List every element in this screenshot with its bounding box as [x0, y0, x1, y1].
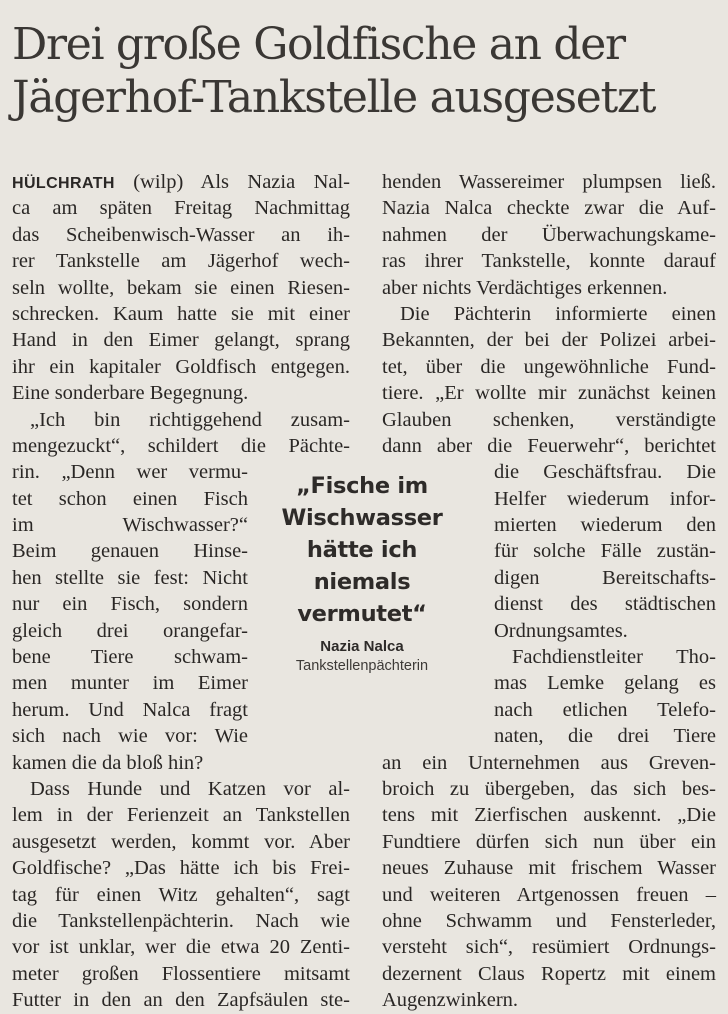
- article-line-text: im Wischwasser?“: [12, 514, 248, 537]
- article-line: [382, 327, 716, 353]
- pull-quote-text: [262, 470, 462, 630]
- pull-quote-role: Tankstellenpächterin: [295, 658, 429, 674]
- article-line: [12, 776, 350, 802]
- article-line: [382, 222, 716, 248]
- article-line-text: rin. „Denn wer vermu-: [12, 461, 248, 484]
- article-line-text: dienst des städtischen: [494, 593, 716, 616]
- article-line: [12, 538, 248, 564]
- article-line: [12, 934, 350, 960]
- article-line: [382, 301, 716, 327]
- article-line-text: vor ist unklar, wer die etwa 20 Zenti-: [12, 936, 350, 959]
- article-line: [382, 750, 716, 776]
- article-line-text: gleich drei orangefar-: [12, 619, 248, 642]
- article-line: [12, 618, 248, 644]
- article-line: [494, 723, 716, 749]
- article-line-text: schrecken. Kaum hatte sie mit einer: [12, 302, 350, 325]
- article-line: [12, 459, 248, 485]
- article-line-text: Augenzwinkern.: [382, 989, 519, 1012]
- article-line-text: ca am späten Freitag Nachmittag: [12, 197, 350, 220]
- article-line: [12, 591, 248, 617]
- article-line-text: nur ein Fisch, sondern: [12, 593, 248, 616]
- article-line: [494, 486, 716, 512]
- article-line-text: für solche Fälle zustän-: [494, 540, 716, 563]
- article-line: [12, 565, 248, 591]
- article-line: [382, 407, 716, 433]
- article-line-text: seln wollte, bekam sie einen Riesen-: [12, 276, 350, 299]
- article-line: [382, 195, 716, 221]
- article-line-text: Dass Hunde und Katzen vor al-: [30, 777, 350, 800]
- pull-quote-author: Nazia Nalca: [320, 638, 404, 655]
- article-line: [382, 961, 716, 987]
- article-line: [12, 301, 350, 327]
- article-line-text: meter großen Flossentiere mitsamt: [12, 962, 350, 985]
- article-line-text: tag für einen Witz gehalten“, sagt: [12, 883, 350, 906]
- article-line-text: die Tankstellenpächterin. Nach wie: [12, 909, 350, 932]
- article-line-text: tens mit Zierfischen auskennt. „Die: [382, 804, 716, 827]
- article-line: [12, 802, 350, 828]
- article-line: [12, 670, 248, 696]
- article-line: [12, 855, 350, 881]
- article-line-text: dezernent Claus Ropertz mit einem: [382, 962, 716, 985]
- article-line: [12, 248, 350, 274]
- pull-quote-line: „Fische im: [296, 473, 428, 499]
- article-line-text: nach etlichen Telefo-: [494, 698, 716, 721]
- article-line-text: digen Bereitschafts-: [494, 566, 716, 589]
- article-line-text: Eine sonderbare Begegnung.: [12, 382, 249, 405]
- article-line: [494, 565, 716, 591]
- article-line: [12, 407, 350, 433]
- article-line-text: Die Pächterin informierte einen: [400, 302, 716, 325]
- article-line-text: henden Wassereimer plumpsen ließ.: [382, 171, 716, 193]
- article-line-text: tet schon einen Fisch: [12, 487, 248, 510]
- article-line: [12, 723, 248, 749]
- article-line-text: „Ich bin richtiggehend zusam-: [30, 408, 350, 431]
- article-line: [382, 855, 716, 881]
- article-line: [382, 433, 716, 459]
- article-line: [382, 829, 716, 855]
- article-line: [382, 908, 716, 934]
- article-line-text: ras ihrer Tankstelle, konnte darauf: [382, 250, 716, 273]
- article-line: [12, 644, 248, 670]
- article-line-text: rer Tankstelle am Jägerhof wech-: [12, 250, 350, 273]
- headline-line: Drei große Goldfische an der: [12, 19, 625, 70]
- article-line-text: sich nach wie vor: Wie: [12, 725, 248, 748]
- article-line-text: dann aber die Feuerwehr“, berichtet: [382, 434, 716, 457]
- article-line: [12, 354, 350, 380]
- article-line-text: Fundtiere dürfen sich nun über ein: [382, 830, 716, 853]
- article-line-text: Fachdienstleiter Tho-: [512, 646, 716, 669]
- article-line: [382, 380, 716, 406]
- article-line: [12, 882, 350, 908]
- article-line: [382, 169, 716, 195]
- article-line: [382, 354, 716, 380]
- pull-quote: [262, 470, 462, 674]
- article-line-text: hen stellte sie fest: Nicht: [12, 566, 248, 589]
- article-line: [12, 512, 248, 538]
- article-line: [382, 776, 716, 802]
- article-line-text: herum. Und Nalca fragt: [12, 698, 248, 721]
- article-line-text: tiere. „Er wollte mir zunächst keinen: [382, 382, 716, 405]
- article-line-text: Goldfische? „Das hätte ich bis Frei-: [12, 857, 350, 880]
- article-line-text: mengezuckt“, schildert die Pächte-: [12, 434, 350, 457]
- article-line-text: ihr ein kapitaler Goldfisch entgegen.: [12, 355, 350, 378]
- article-line: [12, 750, 248, 776]
- article-line: [12, 380, 350, 406]
- article-line-text: men munter im Eimer: [12, 672, 248, 695]
- article-line: [12, 961, 350, 987]
- article-line-text: Helfer wiederum infor-: [494, 487, 716, 510]
- article-line: [12, 222, 350, 248]
- article-line: [494, 512, 716, 538]
- article-line-text: Nazia Nalca checkte zwar die Auf-: [382, 197, 716, 220]
- article-line-text: mas Lemke gelang es: [494, 672, 716, 695]
- article-line-text: ohne Schwamm und Fensterleder,: [382, 909, 716, 932]
- article-line: [382, 275, 716, 301]
- article-line-text: kamen die da bloß hin?: [12, 751, 204, 774]
- article-line: [494, 644, 716, 670]
- article-line: [382, 987, 716, 1013]
- article-line: [12, 697, 248, 723]
- article-line-text: an ein Unternehmen aus Greven-: [382, 751, 716, 774]
- article-line-text: Glauben schenken, verständigte: [382, 408, 716, 431]
- article-line: [12, 829, 350, 855]
- headline: [12, 18, 717, 124]
- article-line-text: ausgesetzt werden, kommt vor. Aber: [12, 830, 350, 853]
- article-line: [12, 275, 350, 301]
- article-line: [382, 248, 716, 274]
- article-line: [494, 697, 716, 723]
- article-line-text: nahmen der Überwachungskame-: [382, 223, 716, 246]
- article-line-text: und weiteren Artgenossen freuen –: [382, 883, 716, 906]
- article-line: [12, 987, 350, 1013]
- article-line: [12, 195, 350, 221]
- article-line: [12, 486, 248, 512]
- pull-quote-line: Wischwasser: [281, 505, 443, 531]
- article-line: [382, 882, 716, 908]
- article-line-text: tet, über die ungewöhnliche Fund-: [382, 355, 716, 378]
- article-line: [12, 169, 350, 195]
- headline-line: Jägerhof-Tankstelle ausgesetzt: [12, 72, 656, 123]
- article-line-text: versteht sich“, resümiert Ordnungs-: [382, 936, 716, 959]
- article-line: [494, 670, 716, 696]
- article-line-text: (wilp) Als Nazia Nal-: [114, 171, 350, 193]
- article-line-text: neues Zuhause mit frischem Wasser: [382, 857, 716, 880]
- article-line: [494, 459, 716, 485]
- article-line-text: mierten wiederum den: [494, 514, 716, 537]
- article-line: [12, 433, 350, 459]
- pull-quote-line: hätte ich: [306, 537, 418, 563]
- article-line-text: Beim genauen Hinse-: [12, 540, 248, 563]
- article-line-text: das Scheibenwisch-Wasser an ih-: [12, 223, 350, 246]
- article-line-text: Hand in den Eimer gelangt, sprang: [12, 329, 350, 352]
- article-line: [494, 618, 716, 644]
- article-line: [494, 538, 716, 564]
- dateline: HÜLCHRATH: [12, 175, 115, 192]
- article-line: [12, 327, 350, 353]
- pull-quote-line: vermutet“: [297, 601, 427, 627]
- article-line: [382, 802, 716, 828]
- article-line-text: lem in der Ferienzeit an Tankstellen: [12, 804, 350, 827]
- article-line-text: bene Tiere schwam-: [12, 646, 248, 669]
- article-line: [494, 591, 716, 617]
- pull-quote-line: niemals: [313, 569, 411, 595]
- article-line-text: naten, die drei Tiere: [494, 725, 716, 748]
- article-line-text: die Geschäftsfrau. Die: [494, 461, 716, 484]
- article-line-text: Ordnungsamtes.: [494, 619, 628, 642]
- article-line: [12, 908, 350, 934]
- article-line-text: Bekannten, der bei der Polizei arbei-: [382, 329, 716, 352]
- article-line-text: Futter in den an den Zapfsäulen ste-: [12, 989, 350, 1012]
- article-line-text: aber nichts Verdächtiges erkennen.: [382, 276, 668, 299]
- article-line-text: broich zu übergeben, das sich bes-: [382, 777, 716, 800]
- article-line: [382, 934, 716, 960]
